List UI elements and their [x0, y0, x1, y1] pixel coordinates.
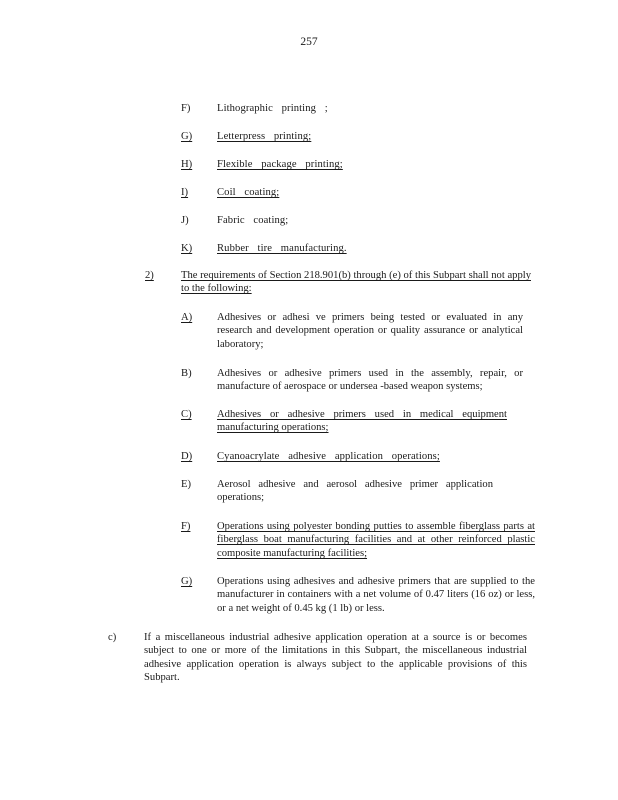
- list-item-text: Adhesives or adhesive primers used in medical equipment manufacturing operations;: [217, 409, 507, 434]
- list-item-text: Adhesives or adhesi ve primers being tested or evaluated in any research and development operation or quality assurance or analytical laboratory;: [217, 312, 523, 350]
- list-marker: c): [108, 632, 117, 643]
- list-item-text: Letterpress printing;: [217, 131, 312, 142]
- list-marker: E): [181, 479, 191, 490]
- list-marker: F): [181, 521, 191, 532]
- list-item-text: Adhesives or adhesive primers used in the assembly, repair, or manufacture of aerospace or undersea -based weapon systems;: [217, 368, 523, 393]
- list-item-text: Fabric coating;: [217, 215, 289, 226]
- list-item-text: Operations using polyester bonding putties to assemble fiberglass parts at fiberglass boat manufacturing facilities and at other reinforced plastic composite manufacturing facilities;: [217, 521, 535, 559]
- list-marker: H): [181, 159, 193, 170]
- list-marker: C): [181, 409, 192, 420]
- list-item-text: Flexible package printing;: [217, 159, 343, 170]
- list-item-text: Coil coating;: [217, 187, 280, 198]
- list-marker: I): [181, 187, 189, 198]
- list-marker: K): [181, 243, 193, 254]
- list-marker: B): [181, 368, 192, 379]
- list-item-text: If a miscellaneous industrial adhesive application operation at a source is or becomes subject to one or more of the limitations in this Subpart, the miscellaneous industrial adhesive application operation is always subject to the applicable provisions of this Subpart.: [144, 632, 527, 684]
- list-marker: A): [181, 312, 193, 323]
- list-marker: F): [181, 103, 191, 114]
- list-item-text: Cyanoacrylate adhesive application operations;: [217, 451, 440, 462]
- list-marker: G): [181, 576, 193, 587]
- list-item-text: Rubber tire manufacturing.: [217, 243, 347, 254]
- list-item-text: The requirements of Section 218.901(b) through (e) of this Subpart shall not apply to the following:: [181, 270, 531, 295]
- list-item-text: Lithographic printing ;: [217, 103, 328, 114]
- list-marker: D): [181, 451, 193, 462]
- list-marker: G): [181, 131, 193, 142]
- list-item-text: Aerosol adhesive and aerosol adhesive primer application operations;: [217, 479, 493, 504]
- list-marker: 2): [145, 270, 154, 281]
- list-item-text: Operations using adhesives and adhesive primers that are supplied to the manufacturer in containers with a net volume of 0.47 liters (16 oz) or less, or a net weight of 0.45 kg (1 lb) or less.: [217, 576, 535, 614]
- list-marker: J): [181, 215, 189, 226]
- page-number: 257: [300, 36, 318, 48]
